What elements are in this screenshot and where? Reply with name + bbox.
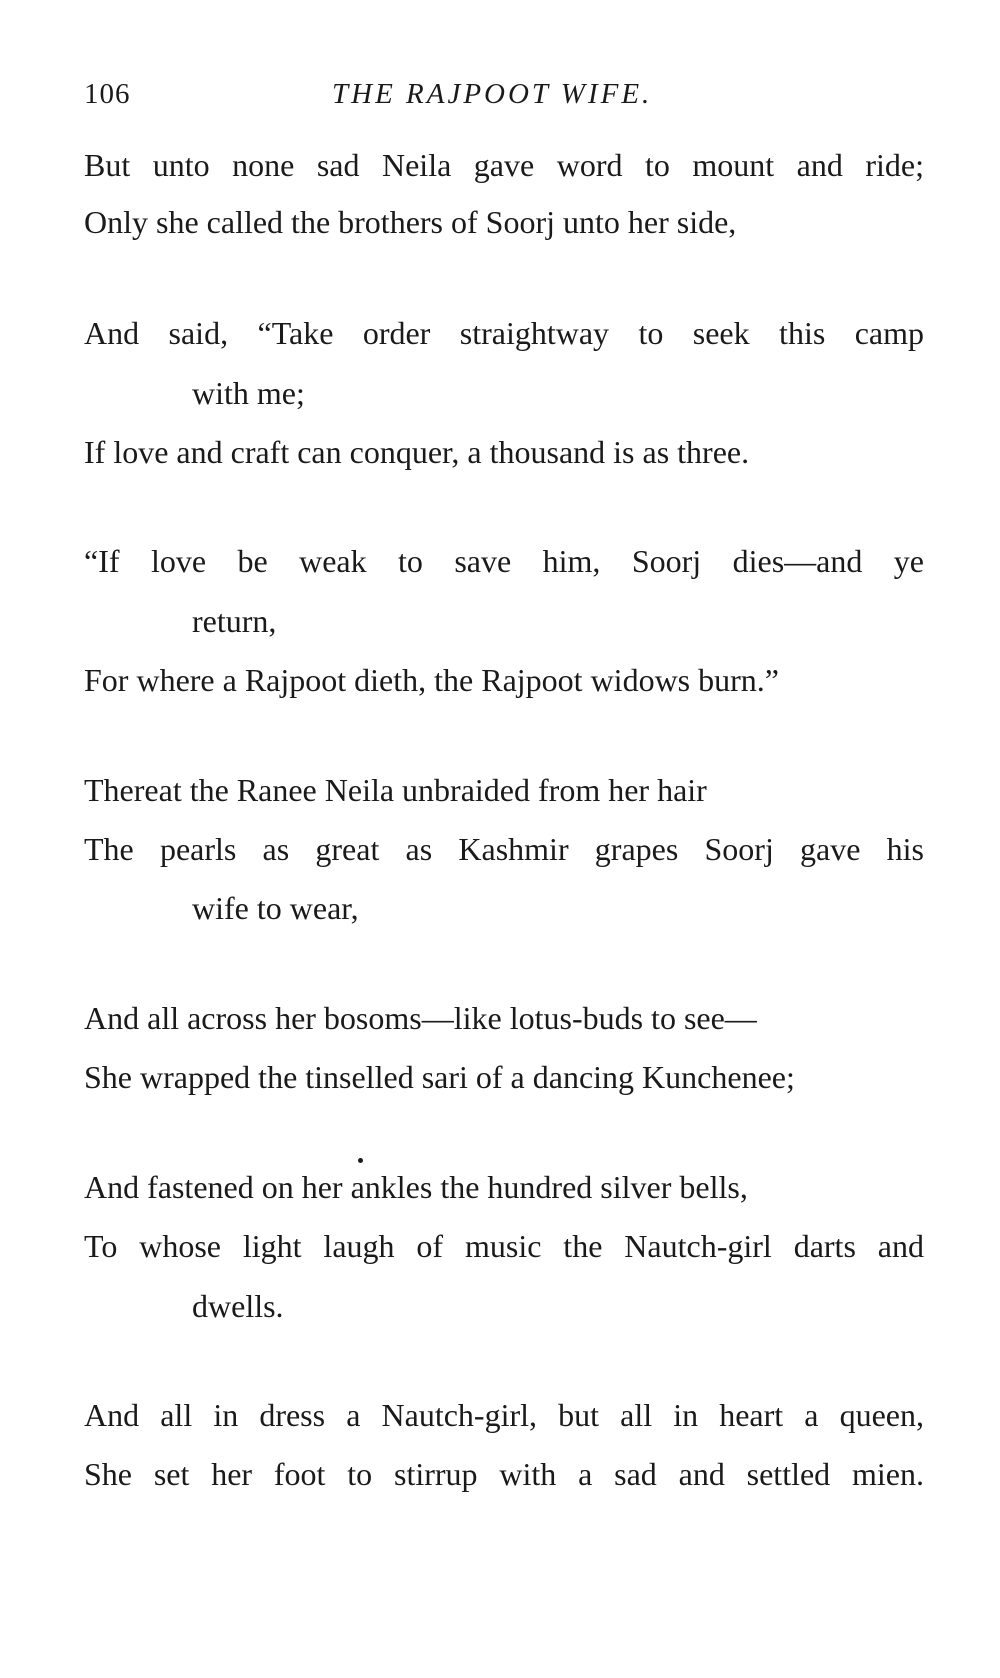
poem-line: To whose light laugh of music the Nautch-girl darts and <box>84 1228 924 1264</box>
poem-line: She wrapped the tinselled sari of a dancing Kunchenee; <box>84 1059 795 1095</box>
poem-line-continuation: wife to wear, <box>192 890 359 926</box>
page-number: 106 <box>84 78 131 110</box>
poem-line: And said, “Take order straightway to seek this camp <box>84 315 924 351</box>
page-header <box>84 78 924 118</box>
poem-line: The pearls as great as Kashmir grapes Soorj gave his <box>84 831 924 867</box>
poem-line: And all in dress a Nautch-girl, but all in heart a queen, <box>84 1397 924 1433</box>
poem-line-continuation: dwells. <box>192 1288 284 1324</box>
poem-line: For where a Rajpoot dieth, the Rajpoot widows burn.” <box>84 662 779 698</box>
print-speck <box>358 1158 363 1163</box>
poem-line: Only she called the brothers of Soorj unto her side, <box>84 204 737 240</box>
poem-line: If love and craft can conquer, a thousand is as three. <box>84 434 750 470</box>
poem-line: But unto none sad Neila gave word to mount and ride; <box>84 147 924 183</box>
poem-line: “If love be weak to save him, Soorj dies—and ye <box>84 543 924 579</box>
poem-line: Thereat the Ranee Neila unbraided from her hair <box>84 772 707 808</box>
poem-line: And fastened on her ankles the hundred silver bells, <box>84 1169 748 1205</box>
poem-line: She set her foot to stirrup with a sad and settled mien. <box>84 1456 924 1492</box>
running-title: THE RAJPOOT WIFE. <box>332 78 653 110</box>
poem-line: And all across her bosoms—like lotus-buds to see— <box>84 1000 757 1036</box>
poem-line-continuation: return, <box>192 603 277 639</box>
poem-line-continuation: with me; <box>192 375 305 411</box>
